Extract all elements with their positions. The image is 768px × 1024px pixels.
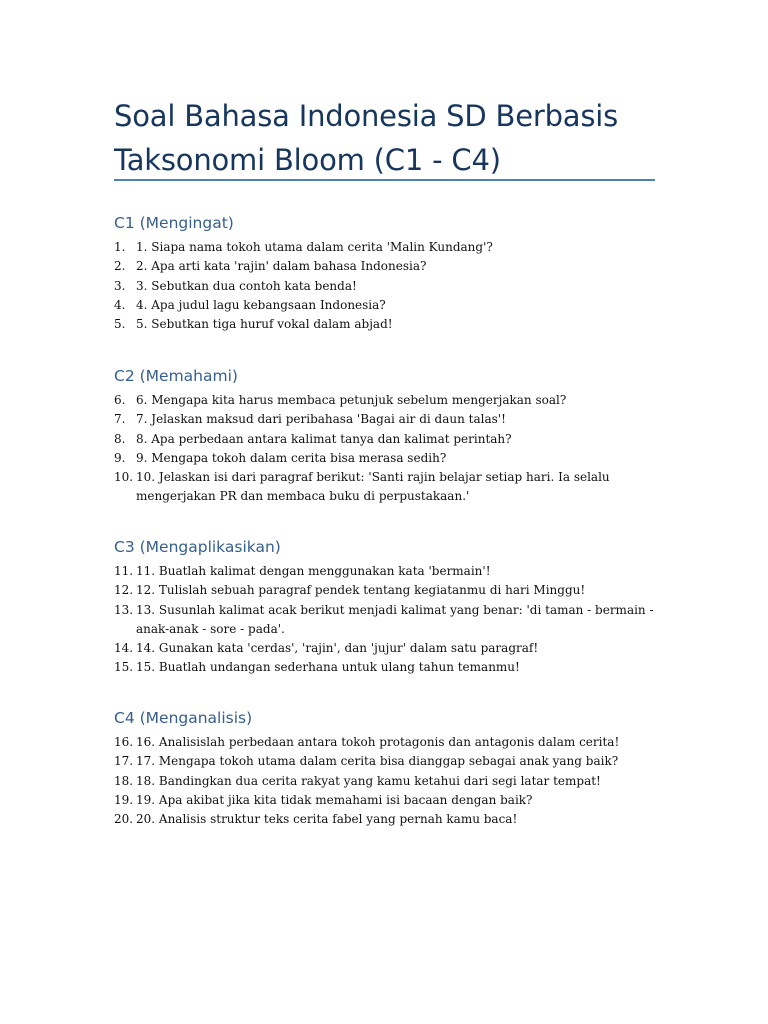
item-number: 16. — [114, 735, 134, 749]
list-item — [114, 391, 659, 410]
item-number: 5. — [114, 317, 126, 332]
item-number: 17. — [114, 754, 134, 769]
section-c4 — [114, 708, 659, 829]
item-number: 4. — [114, 297, 126, 312]
list-item — [114, 257, 659, 276]
list-item — [114, 562, 659, 581]
item-text: 16. Analisislah perbedaan antara tokoh protagonis dan antagonis dalam cerita! — [136, 735, 620, 749]
item-number: 19. — [114, 792, 134, 807]
item-number: 11. — [114, 564, 134, 578]
question-list — [114, 733, 659, 829]
list-item — [114, 810, 659, 829]
item-text: 11. Buatlah kalimat dengan menggunakan kata 'bermain'! — [136, 564, 491, 578]
list-item — [114, 791, 659, 810]
item-number: 8. — [114, 431, 126, 446]
list-item — [114, 410, 659, 429]
item-number: 12. — [114, 583, 134, 598]
list-item — [114, 658, 659, 677]
item-number: 14. — [114, 641, 134, 656]
section-c1 — [114, 213, 659, 334]
item-text: 5. Sebutkan tiga huruf vokal dalam abjad! — [136, 317, 393, 332]
list-item — [114, 430, 659, 449]
item-text: 7. Jelaskan maksud dari peribahasa 'Bagai air di daun talas'! — [136, 412, 506, 427]
item-number: 15. — [114, 660, 134, 675]
title-divider — [114, 179, 655, 181]
section-heading: C1 (Mengingat) — [114, 214, 234, 232]
item-number: 3. — [114, 278, 126, 293]
item-text: 17. Mengapa tokoh utama dalam cerita bisa dianggap sebagai anak yang baik? — [136, 754, 619, 769]
list-item — [114, 296, 659, 315]
item-text: 3. Sebutkan dua contoh kata benda! — [136, 278, 357, 293]
section-heading: C3 (Mengaplikasikan) — [114, 538, 281, 556]
item-number: 7. — [114, 412, 126, 427]
question-list — [114, 238, 659, 334]
item-number: 20. — [114, 812, 134, 827]
list-item — [114, 277, 659, 296]
item-text: 18. Bandingkan dua cerita rakyat yang kamu ketahui dari segi latar tempat! — [136, 773, 601, 788]
item-number: 2. — [114, 259, 126, 274]
item-text: 4. Apa judul lagu kebangsaan Indonesia? — [136, 297, 386, 312]
item-text: 9. Mengapa tokoh dalam cerita bisa merasa sedih? — [136, 450, 447, 465]
item-text: 19. Apa akibat jika kita tidak memahami isi bacaan dengan baik? — [136, 792, 533, 807]
section-c3 — [114, 537, 659, 678]
item-text: 14. Gunakan kata 'cerdas', 'rajin', dan 'jujur' dalam satu paragraf! — [136, 641, 539, 656]
section-heading: C4 (Menganalisis) — [114, 709, 253, 727]
list-item — [114, 468, 659, 507]
item-text: 6. Mengapa kita harus membaca petunjuk sebelum mengerjakan soal? — [136, 393, 567, 407]
item-number: 9. — [114, 450, 126, 465]
list-item — [114, 639, 659, 658]
list-item — [114, 772, 659, 791]
list-item — [114, 601, 659, 640]
list-item — [114, 581, 659, 600]
question-list — [114, 391, 659, 507]
item-text: 8. Apa perbedaan antara kalimat tanya dan kalimat perintah? — [136, 431, 512, 446]
item-number: 18. — [114, 773, 134, 788]
item-text: 15. Buatlah undangan sederhana untuk ulang tahun temanmu! — [136, 660, 520, 675]
item-text: 1. Siapa nama tokoh utama dalam cerita 'Malin Kundang'? — [136, 240, 493, 254]
document-title: Soal Bahasa Indonesia SD Berbasis Taksonomi Bloom (C1 - C4) — [114, 99, 619, 177]
item-number: 10. — [114, 470, 134, 485]
section-heading: C2 (Memahami) — [114, 367, 238, 385]
list-item — [114, 315, 659, 334]
item-text: 12. Tulislah sebuah paragraf pendek tentang kegiatanmu di hari Minggu! — [136, 583, 586, 598]
item-text: 10. Jelaskan isi dari paragraf berikut: 'Santi rajin belajar setiap hari. Ia selalu mengerjakan PR dan membaca buku di perpustakaan.' — [136, 470, 610, 504]
item-number: 13. — [114, 602, 134, 617]
list-item — [114, 449, 659, 468]
item-text: 2. Apa arti kata 'rajin' dalam bahasa Indonesia? — [136, 259, 427, 274]
list-item — [114, 238, 659, 257]
item-text: 20. Analisis struktur teks cerita fabel yang pernah kamu baca! — [136, 812, 518, 827]
section-c2 — [114, 366, 659, 507]
list-item — [114, 733, 659, 752]
item-number: 1. — [114, 240, 126, 254]
item-text: 13. Susunlah kalimat acak berikut menjadi kalimat yang benar: 'di taman - bermain - anak-anak - sore - pada'. — [136, 602, 654, 636]
item-number: 6. — [114, 393, 126, 407]
question-list — [114, 562, 659, 678]
list-item — [114, 752, 659, 771]
